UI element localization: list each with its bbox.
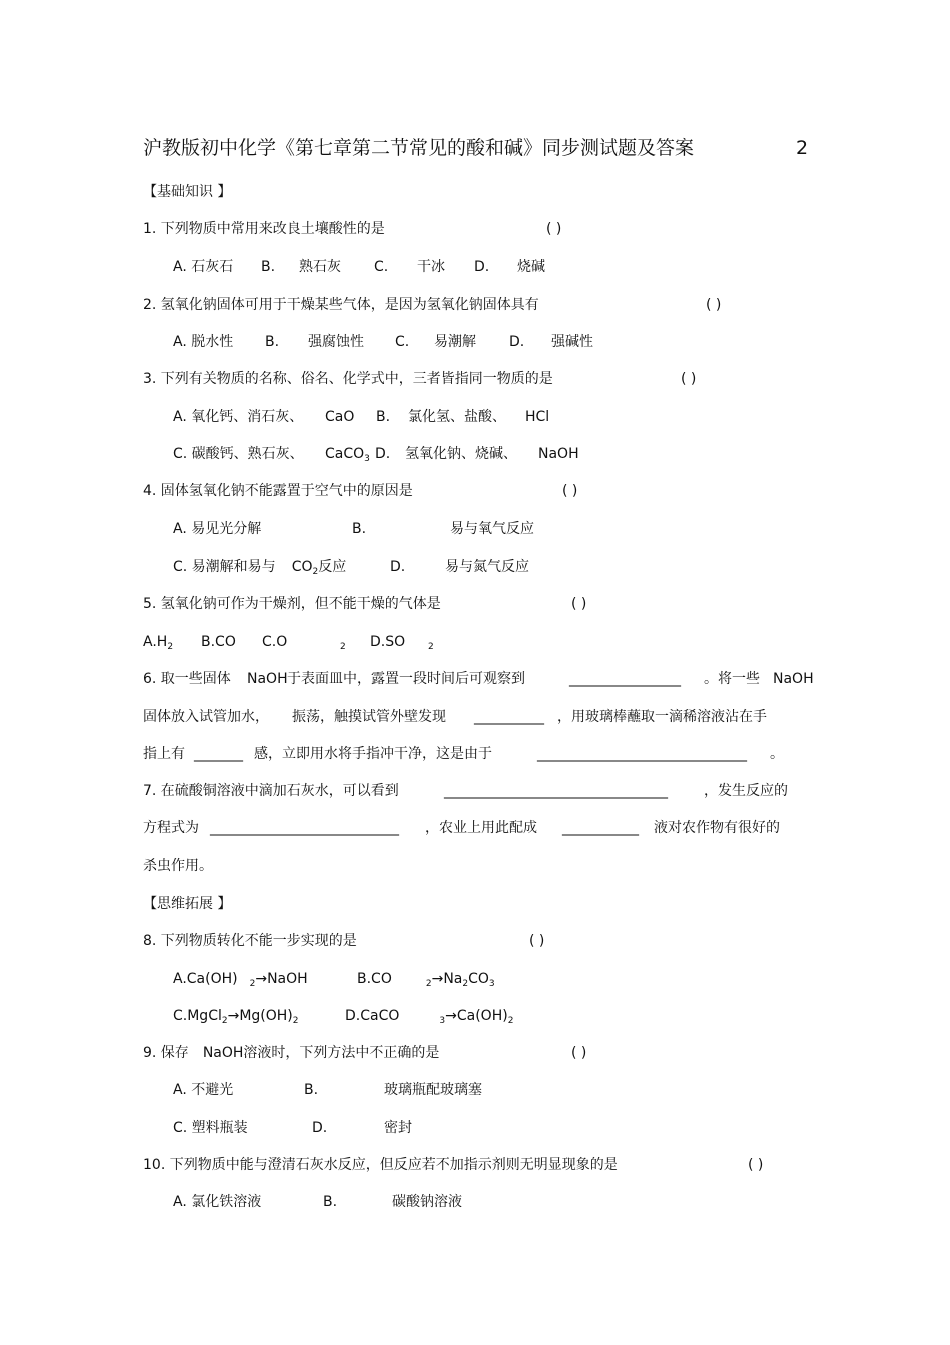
question-7-blank[interactable]: ___________________________ bbox=[210, 820, 399, 836]
question-1-option-a: A. 石灰石 bbox=[173, 259, 234, 275]
question-6-text: 指上有 bbox=[143, 746, 185, 762]
question-10-stem: 10. 下列物质中能与澄清石灰水反应，但反应若不加指示剂则无明显现象的是 bbox=[143, 1157, 618, 1173]
question-8-stem: 8. 下列物质转化不能一步实现的是 bbox=[143, 933, 357, 949]
question-6-text: 。将一些 bbox=[704, 671, 760, 687]
question-1-option-b: 熟石灰 bbox=[299, 259, 341, 275]
question-2-option-a: A. 脱水性 bbox=[173, 334, 234, 350]
question-9-option-d-label: D. bbox=[312, 1120, 328, 1136]
question-3-option-d-label: D. bbox=[375, 446, 391, 462]
question-8-option-d: D.CaCO $_3\to Ca(OH)_2$ bbox=[345, 1008, 514, 1026]
question-6-formula: NaOH bbox=[773, 671, 814, 687]
question-3-option-b: 氯化氢、盐酸、 bbox=[408, 409, 506, 425]
question-7-text: ，农业上用此配成 bbox=[425, 820, 537, 836]
question-6-blank[interactable]: __________ bbox=[474, 709, 544, 725]
question-3-option-d: 氢氧化钠、烧碱、 bbox=[405, 446, 517, 462]
question-4-option-d: 易与氮气反应 bbox=[445, 559, 529, 575]
question-3-option-b-formula: HCl bbox=[525, 409, 550, 425]
question-6-formula: NaOH bbox=[247, 671, 288, 687]
question-8-answer-paren: ( ) bbox=[529, 933, 545, 949]
question-1-option-c: 干冰 bbox=[417, 259, 445, 275]
question-6-text: 于表面皿中，露置一段时间后可观察到 bbox=[287, 671, 525, 687]
question-6-blank[interactable]: _______ bbox=[194, 746, 243, 762]
question-1-option-c-label: C. bbox=[374, 259, 389, 275]
question-2-option-c: 易潮解 bbox=[434, 334, 476, 350]
question-9-option-a: A. 不避光 bbox=[173, 1082, 234, 1098]
question-7-text: 杀虫作用。 bbox=[143, 858, 213, 874]
question-10-option-b-label: B. bbox=[323, 1194, 338, 1210]
question-4-stem: 4. 固体氢氧化钠不能露置于空气中的原因是 bbox=[143, 483, 413, 499]
question-5-option-b: B.CO bbox=[201, 634, 236, 650]
question-8-option-c: $C.MgCl_2\to Mg(OH)_2$ bbox=[173, 1008, 299, 1026]
question-5-option-a: $A.H_2$ bbox=[143, 634, 174, 652]
question-1-stem: 1. 下列物质中常用来改良土壤酸性的是 bbox=[143, 221, 385, 237]
question-9-option-c: C. 塑料瓶装 bbox=[173, 1120, 248, 1136]
question-3-option-c-formula: CaCO$_3$ bbox=[325, 446, 370, 464]
document-title: 沪教版初中化学《第七章第二节常见的酸和碱》同步测试题及答案 bbox=[143, 137, 695, 159]
question-9-option-b-label: B. bbox=[304, 1082, 319, 1098]
question-4-option-b-label: B. bbox=[352, 521, 367, 537]
question-3-option-d-formula: NaOH bbox=[538, 446, 579, 462]
question-7-blank[interactable]: ___________ bbox=[562, 820, 639, 836]
question-8-option-a: A.Ca(OH) $_2$→NaOH bbox=[173, 971, 308, 989]
question-2-option-c-label: C. bbox=[395, 334, 410, 350]
question-1-answer-paren: ( ) bbox=[546, 221, 562, 237]
question-9-answer-paren: ( ) bbox=[571, 1045, 587, 1061]
question-8-option-b: B.CO $_2\to Na_2CO_3$ bbox=[357, 971, 495, 989]
question-3-option-c: C. 碳酸钙、熟石灰、 bbox=[173, 446, 304, 462]
question-4-option-d-label: D. bbox=[390, 559, 406, 575]
question-5-stem: 5. 氢氧化钠可作为干燥剂，但不能干燥的气体是 bbox=[143, 596, 441, 612]
question-5-option-c: C.O bbox=[262, 634, 288, 650]
question-6-text: ，用玻璃棒蘸取一滴稀溶液沾在手 bbox=[557, 709, 767, 725]
question-1-option-d: 烧碱 bbox=[517, 259, 545, 275]
question-9-option-b: 玻璃瓶配玻璃塞 bbox=[384, 1082, 482, 1098]
title-number: 2 bbox=[796, 137, 809, 159]
question-5-option-d: D.SO bbox=[370, 634, 406, 650]
question-3-option-a-formula: CaO bbox=[325, 409, 355, 425]
question-6-text: 。 bbox=[770, 746, 784, 762]
question-6-text: 固体放入试管加水， bbox=[143, 709, 269, 725]
question-9-stem: 9. 保存 NaOH溶液时，下列方法中不正确的是 bbox=[143, 1045, 440, 1061]
question-7-text: ，发生反应的 bbox=[704, 783, 788, 799]
question-9-option-d: 密封 bbox=[384, 1120, 412, 1136]
question-4-answer-paren: ( ) bbox=[562, 483, 578, 499]
question-10-answer-paren: ( ) bbox=[748, 1157, 764, 1173]
question-7-blank[interactable]: ________________________________ bbox=[444, 783, 668, 799]
question-4-option-a: A. 易见光分解 bbox=[173, 521, 262, 537]
question-10-option-b: 碳酸钠溶液 bbox=[392, 1194, 462, 1210]
question-2-answer-paren: ( ) bbox=[706, 297, 722, 313]
question-5-option-c-subscript: 2 bbox=[340, 642, 346, 652]
question-3-answer-paren: ( ) bbox=[681, 371, 697, 387]
question-7-text: 7. 在硫酸铜溶液中滴加石灰水，可以看到 bbox=[143, 783, 399, 799]
question-6-text: 6. 取一些固体 bbox=[143, 671, 231, 687]
question-6-blank[interactable]: ________________ bbox=[569, 671, 681, 687]
section-heading-basic: 【基础知识 】 bbox=[143, 184, 232, 200]
question-4-option-b: 易与氧气反应 bbox=[450, 521, 534, 537]
question-7-text: 方程式为 bbox=[143, 820, 199, 836]
question-6-blank[interactable]: ______________________________ bbox=[537, 746, 747, 762]
question-2-option-d: 强碱性 bbox=[551, 334, 593, 350]
question-6-text: 感，立即用水将手指冲干净，这是由于 bbox=[254, 746, 492, 762]
question-5-answer-paren: ( ) bbox=[571, 596, 587, 612]
question-4-option-c: C. 易潮解和易与 $CO_2$反应 bbox=[173, 559, 347, 577]
question-2-stem: 2. 氢氧化钠固体可用于干燥某些气体，是因为氢氧化钠固体具有 bbox=[143, 297, 539, 313]
question-10-option-a: A. 氯化铁溶液 bbox=[173, 1194, 262, 1210]
question-7-text: 液对农作物有很好的 bbox=[654, 820, 780, 836]
question-6-text: 振荡，触摸试管外壁发现 bbox=[292, 709, 446, 725]
question-5-option-d-subscript: 2 bbox=[428, 642, 434, 652]
question-2-option-d-label: D. bbox=[509, 334, 525, 350]
question-3-option-a: A. 氧化钙、消石灰、 bbox=[173, 409, 304, 425]
question-3-option-b-label: B. bbox=[376, 409, 391, 425]
question-1-option-b-label: B. bbox=[261, 259, 276, 275]
question-2-option-b: 强腐蚀性 bbox=[308, 334, 364, 350]
question-3-stem: 3. 下列有关物质的名称、俗名、化学式中，三者皆指同一物质的是 bbox=[143, 371, 553, 387]
question-1-option-d-label: D. bbox=[474, 259, 490, 275]
section-heading-extension: 【思维拓展 】 bbox=[143, 896, 232, 912]
question-2-option-b-label: B. bbox=[265, 334, 280, 350]
